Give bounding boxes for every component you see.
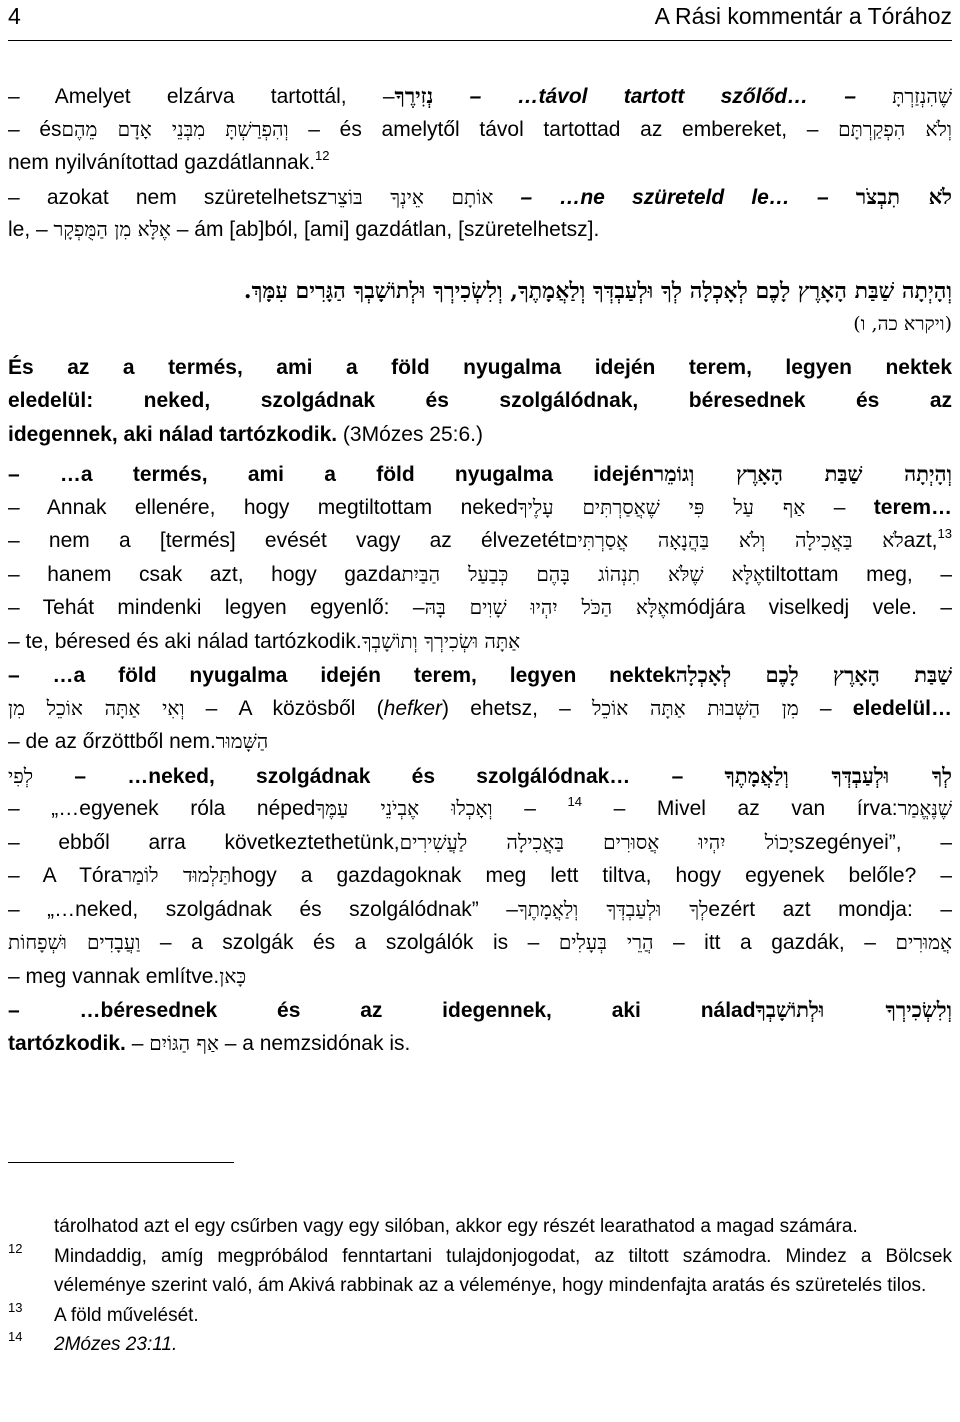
comment-line: – „…egyenek róla népedוְאָכְלוּ אֶבְיֹנֵי עַמֶּךָ – $^{14}$ – Mivel az van írva:שֶׁנֶּאֱמַר	[8, 794, 952, 820]
comment-line: – A Tóraתַּלְמוּד לוֹמַרhogy a gazdagoknak meg lett tiltva, hogy egyenek belőle? –	[8, 863, 952, 887]
hebrew-gloss: וְאָכְלוּ אֶבְיֹנֵי עַמֶּךָ	[315, 796, 493, 820]
verse-reference: (3Mózes 25:6.)	[337, 422, 483, 446]
commentary-body	[8, 79, 952, 1060]
verse-translation: És az a termés, ami a föld nyugalma idején terem, legyen nektek	[8, 355, 952, 379]
comment-line	[8, 759, 952, 793]
comment-line: – ebből arra következtethetünk,יָכוֹל יִהְיוּ אֲסוּרִים בַּאֲכִילָה לַעֲשִׁירִיםszegényei”, –	[8, 829, 952, 854]
hebrew-gloss: אוֹתָם אֵינְךָ בּוֹצֵר	[327, 184, 494, 209]
hebrew-lemma: לְךָ וּלְעַבְדְּךָ וְלַאֲמָתֶךָ	[724, 762, 952, 788]
hebrew-gloss: לְפִי	[8, 763, 34, 788]
hebrew-lemma: שַׁבַּת הָאָרֶץ לָכֶם לְאָכְלָה	[675, 662, 952, 687]
hebrew-gloss: מִן הַשְּׁבוּת אַתָּה אוֹכֵל	[592, 695, 799, 720]
verse-translation: eledelül: neked, szolgádnak és szolgálódnak, béresednek és az	[8, 389, 952, 412]
hebrew-gloss: אֶלָּא מִן הַמֻּפְקָר	[53, 217, 171, 241]
comment-line: – meg vannak említve.כָּאן	[8, 963, 247, 988]
hebrew-gloss: לֹא בַּאֲכִילָה וְלֹא בַּהֲנָאָה אֲסַרְתִּים	[565, 528, 904, 552]
hebrew-gloss: וְלֹא הִפְקַרְתָּם	[838, 116, 952, 141]
lemma-translation: – …ne szüreteld le… –	[493, 185, 856, 209]
hebrew-gloss: שֶׁהִנְזַרְתָּ	[892, 84, 952, 108]
hebrew-gloss: אֶלָּא הַכֹּל יִהְיוּ שָׁוִים בָּהּ	[424, 595, 670, 619]
footnote-12: 12 Mindaddig, amíg megpróbálod fenntartani tulajdonjogodat, az tiltott számodra. Mindez a Bölcsek véleménye szerint való, ám Akivá rabbinak az a véleménye, hogy mindenfajta aratás és szüretelés tilos.	[8, 1240, 952, 1296]
footnotes	[8, 1212, 952, 1360]
comment-line: – te, béresed és aki nálad tartózkodik.אַתָּה וּשְׂכִירְךָ וְתוֹשָׁבְךָ	[8, 628, 521, 653]
comment-line	[8, 457, 952, 491]
hebrew-gloss: שֶׁנֶּאֱמַר	[897, 796, 952, 820]
hebrew-gloss: יָכוֹל יִהְיוּ אֲסוּרִים בַּאֲכִילָה לַעֲשִׁירִים	[399, 829, 795, 854]
running-header	[8, 0, 952, 41]
hebrew-gloss: אֲמוּרִים	[895, 930, 952, 954]
lemma-translation: – …távol tartott szőlőd… –	[433, 85, 893, 108]
footnote-14: 14 2Mózes 23:11.	[8, 1329, 178, 1355]
footnote-ref[interactable]: 13	[937, 526, 952, 541]
footnote-13: 13 A föld művelését.	[8, 1299, 199, 1326]
lemma-translation: – …béresednek és az idegennek, aki nálad	[8, 999, 756, 1022]
comment-line: tartózkodik. – אַף הַגּוֹיִם – a nemzsidónak is.	[8, 1030, 411, 1055]
footnote-continuation: tárolhatod azt el egy csűrben vagy egy silóban, akkor egy részét learathatod a magad számára.	[54, 1216, 858, 1237]
comment-line: – azokat nem szüretelhetszאוֹתָם אֵינְךָ בּוֹצֵר – …ne szüreteld le… – לֹא תִבְצֹר	[8, 183, 952, 209]
verse-source: (ויקרא כה, ו)	[853, 312, 952, 335]
comment-line	[8, 658, 952, 692]
hebrew-gloss: וְאִי אַתָּה אוֹכֵל מִן	[8, 695, 185, 720]
hebrew-gloss: אַתָּה וּשְׂכִירְךָ וְתוֹשָׁבְךָ	[361, 628, 521, 653]
comment-line: – nem a [termés] evését vagy az élvezetétלֹא בַּאֲכִילָה וְלֹא בַּהֲנָאָה אֲסַרְתִּיםazt,$^{13}$	[8, 526, 952, 552]
comment-line: – „…neked, szolgádnak és szolgálódnak” –לְךָ וּלְעַבְדְּךָ וְלַאֲמָתֶךָezért azt mondja: –	[8, 896, 952, 921]
verse-translation: idegennek, aki nálad tartózkodik. (3Mózes 25:6.)	[8, 422, 483, 446]
hebrew-gloss: אַף הַגּוֹיִם	[149, 1030, 219, 1055]
lemma-translation: – …a föld nyugalma idején terem, legyen nektek	[8, 664, 676, 687]
lemma-translation: – …neked, szolgádnak és szolgálódnak… –	[33, 764, 725, 788]
comment-line: וַעֲבָדִים וּשְׁפָחוֹת – a szolgák és a szolgálók is – הֲרֵי בְּעָלִים – itt a gazdák, – אֲמוּרִים	[8, 930, 952, 954]
hebrew-lemma: וְהָיְתָה שַׁבַּת הָאָרֶץ וְגוֹמֵר	[653, 461, 952, 486]
comment-line: – de az őrzöttből nem.הַשָּׁמוּר	[8, 729, 269, 753]
footnote-ref[interactable]: 14	[567, 794, 582, 809]
torah-verse: וְהָיְתָה שַׁבַּת הָאָרֶץ לָכֶם לְאָכְלָה לְךָ וּלְעַבְדְּךָ וְלַאֲמָתֶךָ, וְלִשְׂכִירְךָ וּלְתוֹשָׁבְךָ הַגָּרִים עִמָּךְ.	[243, 277, 952, 304]
hebrew-gloss: כָּאן	[219, 963, 247, 988]
hebrew-gloss: וְהִפְרַשְׁתָּ מִבְּנֵי אָדָם מֵהֶם	[61, 116, 289, 141]
comment-line: – Annak ellenére, hogy megtiltottam nekedאַף עַל פִּי שֶׁאֲסַרְתִּים עָלֶיךָ – terem…	[8, 494, 952, 519]
hebrew-gloss: וַעֲבָדִים וּשְׁפָחוֹת	[8, 930, 141, 954]
comment-line: – Amelyet elzárva tartottál, –נְזִירֶךָ – …távol tartott szőlőd… – שֶׁהִנְזַרְתָּ	[8, 83, 952, 108]
lemma-translation: – …a termés, ami a föld nyugalma idején	[8, 463, 654, 486]
hebrew-gloss: אַף עַל פִּי שֶׁאֲסַרְתִּים עָלֶיךָ	[517, 494, 806, 519]
hebrew-gloss: הֲרֵי בְּעָלִים	[558, 930, 654, 954]
running-title: A Rási kommentár a Tórához	[654, 3, 952, 29]
hebrew-lemma: לֹא תִבְצֹר	[855, 183, 952, 209]
hebrew-gloss: אֶלָּא שֶׁלֹּא תִנְהוֹג בָּהֶם כְּבַעַל הַבַּיִת	[401, 561, 765, 586]
page-number: 4	[8, 3, 21, 29]
comment-line: le, – אֶלָּא מִן הַמֻּפְקָר – ám [ab]ból, [ami] gazdátlan, [szüretelhetsz].	[8, 217, 600, 241]
hebrew-lemma: וְלִשְׂכִירְךָ וּלְתוֹשָׁבְךָ	[755, 997, 952, 1022]
hebrew-gloss: לְךָ וּלְעַבְדְּךָ וְלַאֲמָתֶךָ	[517, 896, 709, 921]
hebrew-gloss: תַּלְמוּד לוֹמַר	[122, 863, 232, 887]
comment-line	[8, 993, 952, 1027]
comment-line: – ésוְהִפְרַשְׁתָּ מִבְּנֵי אָדָם מֵהֶם – és amelytől távol tartottad az embereket, – וְלֹא הִפְקַרְתָּם	[8, 116, 952, 141]
comment-line: וְאִי אַתָּה אוֹכֵל מִן – A közösből (hefker) ehetsz, – מִן הַשְּׁבוּת אַתָּה אוֹכֵל – eledelül…	[8, 695, 952, 720]
comment-line: – hanem csak azt, hogy gazdaאֶלָּא שֶׁלֹּא תִנְהוֹג בָּהֶם כְּבַעַל הַבַּיִתtiltottam meg, –	[8, 561, 952, 586]
footnote-rule	[8, 1162, 234, 1163]
hebrew-gloss: הַשָּׁמוּר	[215, 729, 269, 753]
footnote-ref[interactable]: 12	[315, 148, 330, 163]
hebrew-lemma: נְזִירֶךָ	[394, 83, 434, 108]
comment-line: – Tehát mindenki legyen egyenlő: –אֶלָּא הַכֹּל יִהְיוּ שָׁוִים בָּהּmódjára viselkedj vele. –	[8, 595, 952, 619]
comment-line: nem nyilvánítottad gazdátlannak.$^{12}$	[8, 148, 330, 174]
